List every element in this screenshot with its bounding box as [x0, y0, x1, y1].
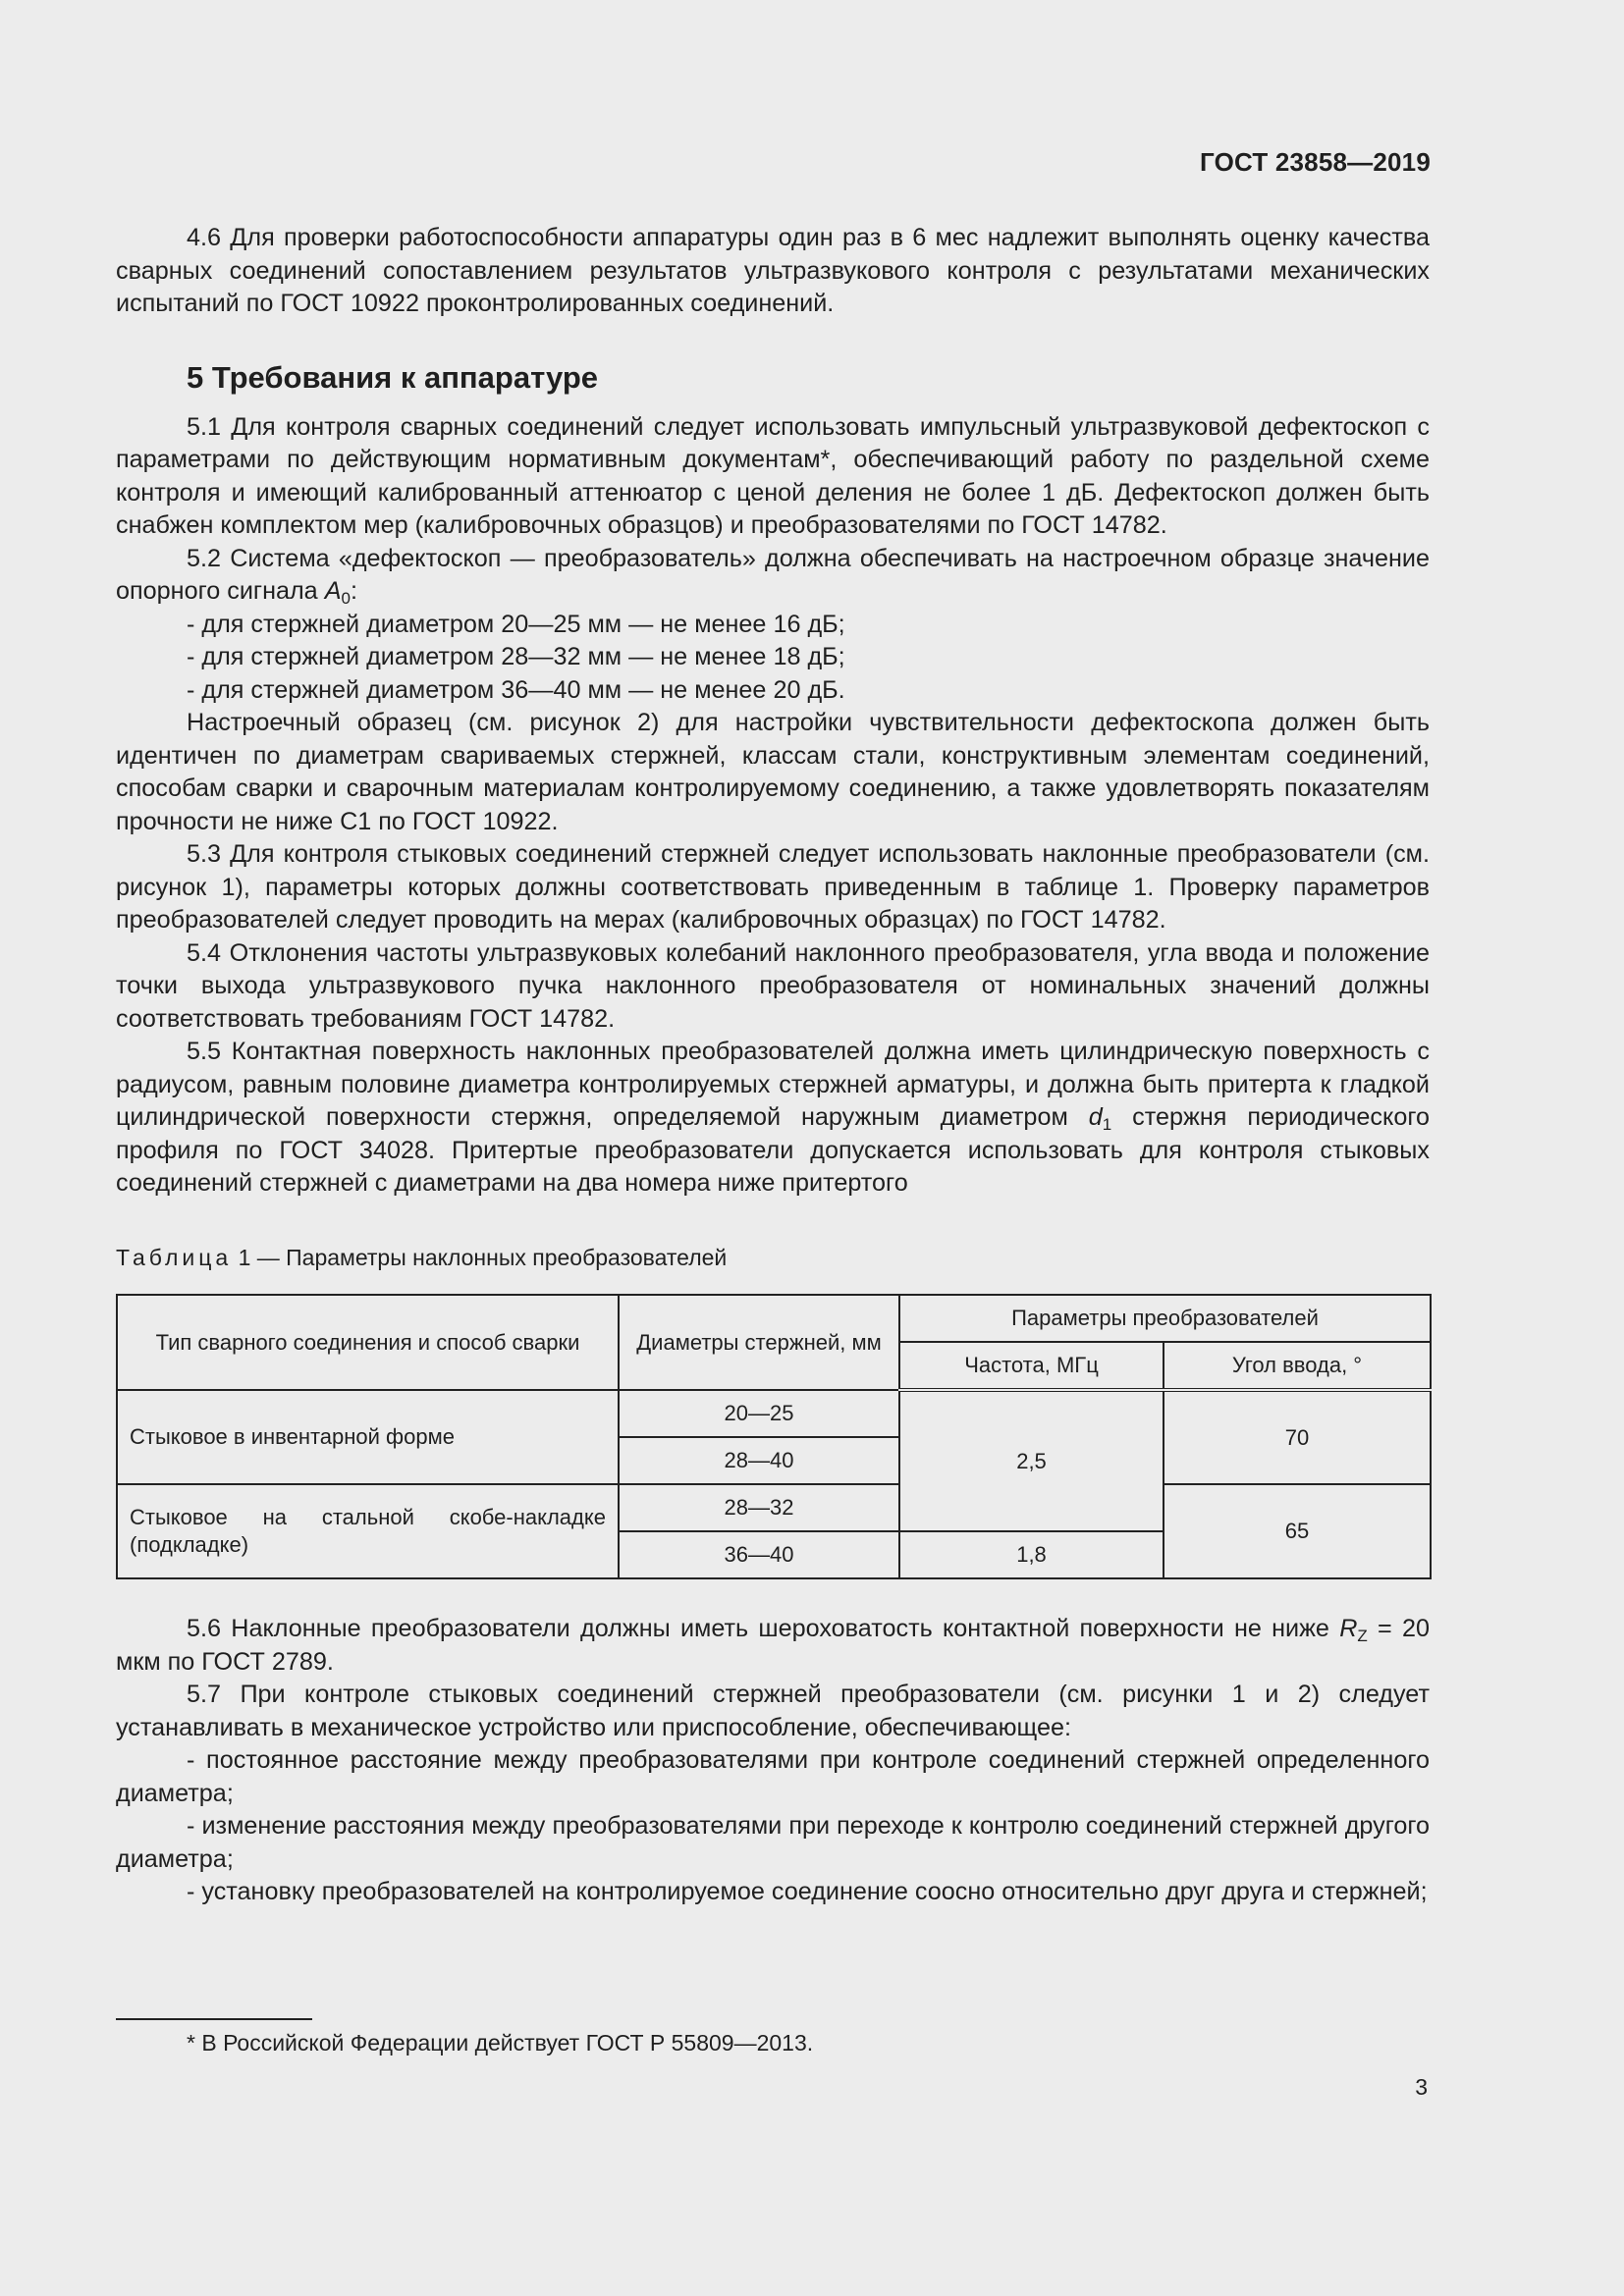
document-body: [116, 222, 1430, 1909]
paragraph-5-2-tail: :: [350, 577, 357, 605]
header-type: Тип сварного соединения и способ сварки: [117, 1295, 619, 1390]
header-diameter: Диаметры стержней, мм: [619, 1295, 899, 1390]
paragraph-5-2: [116, 543, 1430, 609]
paragraph-5-6: [116, 1613, 1430, 1679]
list-item: - для стержней диаметром 20—25 мм — не менее 16 дБ;: [187, 610, 845, 638]
list-item: - постоянное расстояние между преобразователями при контроле соединений стержней определенного диаметра;: [116, 1746, 1430, 1807]
page-number: 3: [1415, 2074, 1428, 2100]
cell-angle-a: 70: [1164, 1390, 1431, 1484]
paragraph-5-5-tail: стержня периодического профиля по ГОСТ 34028. Притертые преобразователи допускается использовать для контроля стыковых соединений стержней с диаметрами на два номера ниже притертого: [116, 1103, 1430, 1197]
parameters-table: [116, 1294, 1432, 1579]
symbol-d-subscript: 1: [1102, 1115, 1112, 1134]
footnote-divider: [116, 2018, 312, 2020]
paragraph-5-5-text: 5.5 Контактная поверхность наклонных преобразователей должна иметь цилиндрическую поверхность с радиусом, равным половине диаметра контролируемых стержней арматуры, и должна быть притерта к гладкой цилиндрической поверхности стержня, определяемой наружным диаметром: [116, 1038, 1430, 1131]
symbol-a-subscript: 0: [341, 589, 351, 608]
symbol-a: A: [324, 577, 342, 605]
table-row: [117, 1484, 1431, 1531]
cell-frequency-b: 1,8: [899, 1531, 1164, 1578]
paragraph-5-6-tail: = 20 мкм по ГОСТ 2789.: [116, 1615, 1430, 1676]
list-item: - для стержней диаметром 36—40 мм — не менее 20 дБ.: [187, 675, 845, 704]
table-row: [117, 1390, 1431, 1437]
header-params: Параметры преобразователей: [899, 1295, 1431, 1342]
symbol-r-subscript: Z: [1357, 1627, 1368, 1645]
section-5-title: 5 Требования к аппаратуре: [187, 359, 599, 395]
table-caption-text: 1 — Параметры наклонных преобразователей: [232, 1244, 728, 1270]
symbol-d: d: [1088, 1103, 1103, 1131]
table-header-row: [117, 1295, 1431, 1342]
footnote: * В Российской Федерации действует ГОСТ Р 55809—2013.: [187, 2030, 814, 2056]
paragraph-5-3: 5.3 Для контроля стыковых соединений стержней следует использовать наклонные преобразователи (см. рисунок 1), параметры которых должны соответствовать приведенным в таблице 1. Проверку параметров преобразователей следует проводить на мерах (калибровочных образцах) по ГОСТ 14782.: [116, 840, 1430, 934]
cell-angle-b: 65: [1164, 1484, 1431, 1578]
paragraph-4-6: 4.6 Для проверки работоспособности аппаратуры один раз в 6 мес надлежит выполнять оценку качества сварных соединений сопоставлением результатов ультразвукового контроля с результатами механических испытаний по ГОСТ 10922 проконтролированных соединений.: [116, 224, 1430, 317]
table-caption: [116, 1242, 1430, 1275]
paragraph-5-6-text: 5.6 Наклонные преобразователи должны иметь шероховатость контактной поверхности не ниже: [187, 1615, 1340, 1642]
cell-frequency-a: 2,5: [899, 1390, 1164, 1531]
cell-type-a: Стыковое в инвентарной форме: [117, 1390, 619, 1484]
paragraph-5-5: [116, 1036, 1430, 1201]
table-caption-label: Таблица: [116, 1244, 233, 1270]
header-frequency: Частота, МГц: [899, 1342, 1164, 1390]
cell-diameter: 20—25: [619, 1390, 899, 1437]
doc-header: ГОСТ 23858—2019: [1200, 147, 1431, 177]
paragraph-sample: Настроечный образец (см. рисунок 2) для настройки чувствительности дефектоскопа должен быть идентичен по диаметрам свариваемых стержней, классам стали, конструктивным элементам соединений, способам сварки и сварочным материалам контролируемому соединению, а также удовлетворять показателям прочности не ниже С1 по ГОСТ 10922.: [116, 709, 1430, 835]
paragraph-5-2-text: 5.2 Система «дефектоскоп — преобразователь» должна обеспечивать на настроечном образце значение опорного сигнала: [116, 544, 1430, 605]
header-angle: Угол ввода, °: [1164, 1342, 1431, 1390]
list-item: - установку преобразователей на контролируемое соединение соосно относительно друг друга и стержней;: [187, 1878, 1428, 1905]
paragraph-5-4: 5.4 Отклонения частоты ультразвуковых колебаний наклонного преобразователя, угла ввода и положение точки выхода ультразвукового пучка наклонного преобразователя от номинальных значений должны соответствовать требованиям ГОСТ 14782.: [116, 938, 1430, 1033]
cell-diameter: 28—40: [619, 1437, 899, 1484]
cell-type-b: Стыковое на стальной скобе-накладке (подкладке): [117, 1484, 619, 1578]
list-item: - изменение расстояния между преобразователями при переходе к контролю соединений стержней другого диаметра;: [116, 1812, 1430, 1873]
cell-diameter: 36—40: [619, 1531, 899, 1578]
cell-diameter: 28—32: [619, 1484, 899, 1531]
symbol-r: R: [1339, 1615, 1358, 1642]
paragraph-5-7: 5.7 При контроле стыковых соединений стержней преобразователи (см. рисунки 1 и 2) следует устанавливать в механическое устройство или приспособление, обеспечивающее:: [116, 1681, 1430, 1741]
paragraph-5-1: 5.1 Для контроля сварных соединений следует использовать импульсный ультразвуковой дефектоскоп с параметрами по действующим нормативным документам*, обеспечивающий работу по раздельной схеме контроля и имеющий калиброванный аттенюатор с ценой деления не более 1 дБ. Дефектоскоп должен быть снабжен комплектом мер (калибровочных образцов) и преобразователями по ГОСТ 14782.: [116, 412, 1430, 539]
list-item: - для стержней диаметром 28—32 мм — не менее 18 дБ;: [187, 643, 845, 670]
